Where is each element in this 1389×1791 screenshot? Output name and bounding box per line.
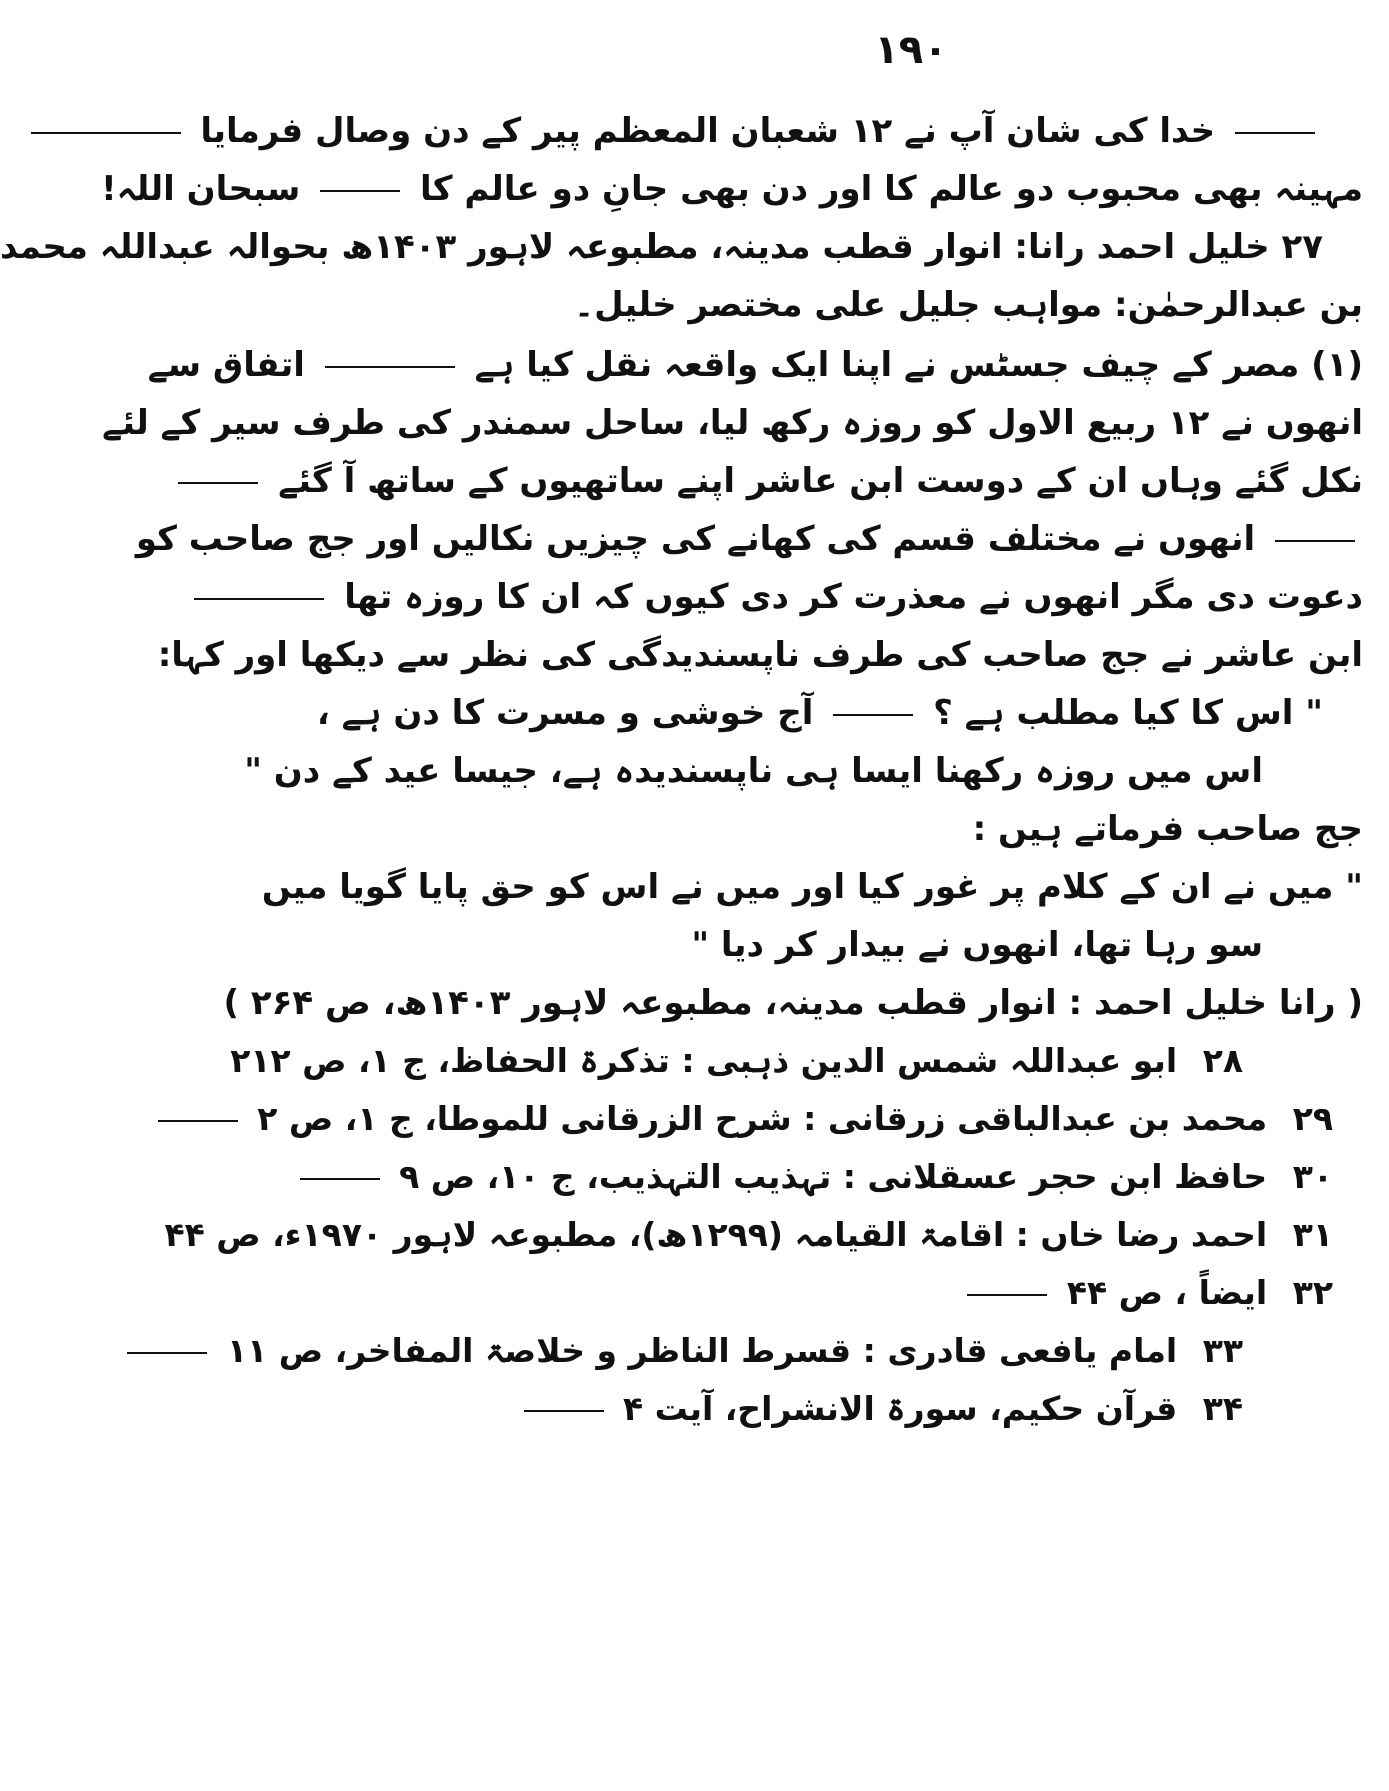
- dash-rule: [967, 1294, 1047, 1296]
- footnote-number: ۳۰: [1292, 1157, 1333, 1196]
- footnote-number: ۲۹: [1292, 1099, 1333, 1138]
- footnote-number: ۲۸: [1202, 1041, 1243, 1080]
- dash-rule: [325, 366, 455, 368]
- quote-line: [459, 920, 1363, 970]
- line-text: ابن عاشر نے جج صاحب کی طرف ناپسندیدگی کی نظر سے دیکھا اور کہا:: [157, 635, 1363, 675]
- line-text: بن عبدالرحمٰن: مواہب جلیل علی مختصر خلیل۔: [574, 285, 1363, 325]
- line-text: مہینہ بھی محبوب دو عالم کا اور دن بھی جانِ دو عالم کا: [419, 169, 1363, 209]
- line-text: انھوں نے مختلف قسم کی کھانے کی چیزیں نکالیں اور جج صاحب کو: [135, 519, 1256, 559]
- line-text: دعوت دی مگر انھوں نے معذرت کر دی کیوں کہ ان کا روزہ تھا: [344, 577, 1363, 617]
- line-text: " میں نے ان کے کلام پر غور کیا اور میں نے اس کو حق پایا گویا میں: [261, 867, 1363, 907]
- text-line: [135, 514, 1363, 564]
- footnote-item: [399, 1152, 1363, 1202]
- footnote-text: قرآن حکیم، سورۃ الانشراح، آیت ۴: [623, 1389, 1178, 1428]
- footnote-number: ۳۲: [1292, 1273, 1333, 1312]
- footnote-item: [257, 1094, 1363, 1144]
- footnote-number: ۳۳: [1202, 1331, 1243, 1370]
- line-text: اس میں روزہ رکھنا ایسا ہی ناپسندیدہ ہے، جیسا عید کے دن ": [244, 751, 1263, 791]
- line-text: " اس کا کیا مطلب ہے ؟: [933, 693, 1323, 733]
- footnote-text: ابو عبداللہ شمس الدین ذہبی : تذکرۃ الحفاظ، ج ۱، ص ۲۱۲: [230, 1041, 1178, 1080]
- quote-line: [261, 862, 1363, 912]
- dash-rule: [158, 1120, 238, 1122]
- dash-rule: [31, 132, 181, 134]
- reference-line: [223, 978, 1363, 1028]
- dash-rule: [300, 1178, 380, 1180]
- footnote-number: ۳۴: [1202, 1389, 1243, 1428]
- line-text: سو رہا تھا، انھوں نے بیدار کر دیا ": [691, 925, 1263, 965]
- line-text: انھوں نے ۱۲ ربیع الاول کو روزہ رکھ لیا، ساحل سمندر کی طرف سیر کے لئے: [102, 403, 1363, 443]
- text-line: [101, 164, 1363, 214]
- footnote-number: ۳۱: [1292, 1215, 1333, 1254]
- line-text: سبحان اللہ!: [101, 169, 301, 209]
- line-text: نکل گئے وہاں ان کے دوست ابن عاشر اپنے ساتھیوں کے ساتھ آ گئے: [278, 461, 1363, 501]
- line-text: ۲۷ خلیل احمد رانا: انوار قطب مدینہ، مطبوعہ لاہور ۱۴۰۳ھ بحوالہ عبداللہ محمد: [0, 227, 1323, 267]
- text-line: [147, 340, 1363, 390]
- line-text: آج خوشی و مسرت کا دن ہے ،: [316, 693, 814, 733]
- line-text: خدا کی شان آپ نے ۱۲ شعبان المعظم پیر کے دن وصال فرمایا: [200, 111, 1216, 151]
- page-number: ۱۹۰: [874, 27, 948, 73]
- footnote-item: [164, 1210, 1363, 1260]
- text-line: [278, 456, 1363, 506]
- footnote-text: محمد بن عبدالباقی زرقانی : شرح الزرقانی للموطا، ج ۱، ص ۲: [257, 1099, 1268, 1138]
- dash-rule: [320, 190, 400, 192]
- reference-line: [459, 280, 1363, 330]
- line-text: ( رانا خلیل احمد : انوار قطب مدینہ، مطبوعہ لاہور ۱۴۰۳ھ، ص ۲۶۴ ): [223, 983, 1363, 1023]
- line-text: جج صاحب فرماتے ہیں :: [972, 809, 1363, 849]
- footnote-item: [459, 1384, 1363, 1434]
- dash-rule: [1235, 132, 1315, 134]
- text-line: [157, 630, 1363, 680]
- dash-rule: [833, 714, 913, 716]
- footnote-text: امام یافعی قادری : قسرط الناظر و خلاصۃ المفاخر، ص ۱۱: [226, 1331, 1178, 1370]
- text-line: [200, 106, 1363, 156]
- dash-rule: [178, 482, 258, 484]
- reference-line: [0, 222, 1363, 272]
- line-text: (۱) مصر کے چیف جسٹس نے اپنا ایک واقعہ نقل کیا ہے: [474, 345, 1363, 385]
- text-line: [459, 804, 1363, 854]
- quote-line: [244, 746, 1363, 796]
- line-text: اتفاق سے: [147, 345, 305, 385]
- footnote-text: حافظ ابن حجر عسقلانی : تہذیب التہذیب، ج ۱۰، ص ۹: [399, 1157, 1268, 1196]
- dash-rule: [524, 1410, 604, 1412]
- dash-rule: [127, 1352, 207, 1354]
- footnote-text: ایضاً ، ص ۴۴: [1066, 1273, 1268, 1312]
- dash-rule: [1275, 540, 1355, 542]
- footnote-item: [226, 1326, 1363, 1376]
- footnote-text: احمد رضا خاں : اقامۃ القیامہ (۱۲۹۹ھ)، مطبوعہ لاہور ۱۹۷۰ء، ص ۴۴: [164, 1215, 1268, 1254]
- footnote-item: [230, 1036, 1363, 1086]
- dash-rule: [194, 598, 324, 600]
- footnote-item: [459, 1268, 1363, 1318]
- text-line: [344, 572, 1363, 622]
- text-line: [102, 398, 1363, 448]
- quote-line: [316, 688, 1363, 738]
